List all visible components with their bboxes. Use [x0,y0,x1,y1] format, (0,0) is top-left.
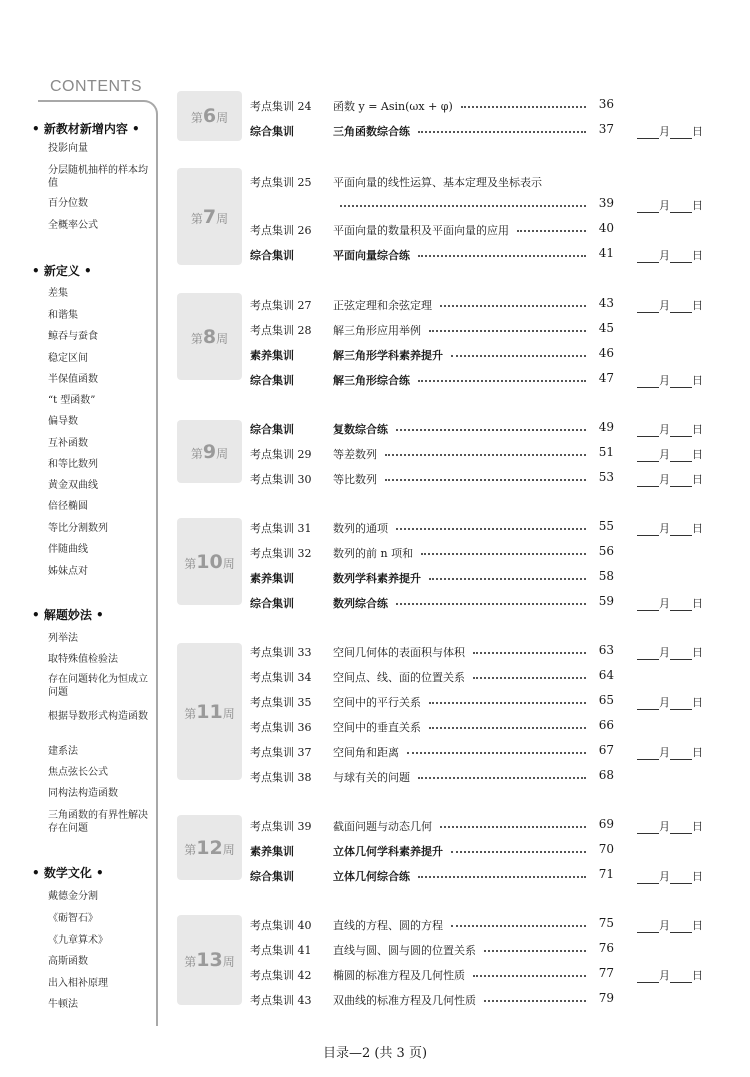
toc-row-type: 考点集训 32 [250,547,312,560]
toc-row[interactable] [0,518,750,536]
toc-row-title: 解三角形综合练 [333,372,414,388]
toc-row-title: 空间角和距离 [333,744,403,760]
day-blank[interactable] [670,872,692,884]
leader-dots [396,429,586,431]
sidebar-item: 半保值函数 [48,374,98,385]
sidebar-item: 三角函数的有界性解决存在问题 [48,810,148,834]
month-label: 月 [659,199,670,212]
toc-row-page: 65 [598,693,614,707]
month-label: 月 [659,969,670,982]
toc-row[interactable] [0,220,750,238]
study-date-field[interactable] [637,446,703,462]
toc-row-page: 51 [598,445,614,459]
toc-row[interactable] [0,717,750,735]
toc-row-page: 79 [598,991,614,1005]
toc-row-type: 素养集训 [250,349,294,362]
sidebar-item: 焦点弦长公式 [48,767,108,778]
toc-row-title: 正弦定理和余弦定理 [333,297,436,313]
day-blank[interactable] [670,201,692,213]
day-label: 日 [692,870,703,883]
study-date-field[interactable] [637,868,703,884]
toc-row-type: 综合集训 [250,423,294,436]
toc-row-title: 空间中的垂直关系 [333,719,425,735]
week-prefix: 第 [190,331,203,346]
leader-dots [451,355,586,357]
day-label: 日 [692,299,703,312]
toc-row-page: 39 [598,196,614,210]
day-label: 日 [692,423,703,436]
toc-row[interactable] [0,990,750,1008]
study-date-field[interactable] [637,123,703,139]
leader-dots [461,106,586,108]
toc-row-page: 55 [598,519,614,533]
week-number: 12 [196,836,223,859]
day-blank[interactable] [670,748,692,760]
month-blank[interactable] [637,450,659,462]
toc-row[interactable] [0,370,750,388]
study-date-field[interactable] [637,471,703,487]
toc-row-page: 47 [598,371,614,385]
toc-row-page: 40 [598,221,614,235]
day-blank[interactable] [670,127,692,139]
study-date-field[interactable] [637,967,703,983]
sidebar-item: 出入相补原理 [48,978,108,989]
day-blank[interactable] [670,475,692,487]
sidebar-item: 戴德金分割 [48,891,98,902]
week-suffix: 周 [222,842,235,857]
leader-dots [407,752,586,754]
toc-row-title: 等差数列 [333,446,381,462]
sidebar-item: 差集 [48,288,68,299]
week-number: 7 [202,205,217,228]
month-blank[interactable] [637,425,659,437]
month-label: 月 [659,423,670,436]
toc-row[interactable] [0,915,750,933]
toc-row-type: 综合集训 [250,374,294,387]
toc-row-title: 数列综合练 [333,595,392,611]
toc-row-page: 56 [598,544,614,558]
day-blank[interactable] [670,524,692,536]
toc-row-title: 双曲线的标准方程及几何性质 [333,992,480,1008]
week-prefix: 第 [190,111,203,125]
month-blank[interactable] [637,201,659,213]
sidebar-section-heading: • 数学文化 • [32,866,104,880]
leader-dots [451,925,586,927]
toc-row-type: 考点集训 39 [250,820,312,833]
study-date-field[interactable] [637,595,703,611]
sidebar-item: 鲸吞与蚕食 [48,331,98,342]
toc-row-page: 71 [598,867,614,881]
leader-dots [418,777,586,779]
week-prefix: 第 [184,706,197,721]
toc-row-type: 考点集训 27 [250,299,312,312]
day-label: 日 [692,374,703,387]
day-label: 日 [692,919,703,932]
month-label: 月 [659,919,670,932]
toc-row-title: 与球有关的问题 [333,769,414,785]
leader-dots [429,330,586,332]
day-label: 日 [692,696,703,709]
sidebar-item: “t 型函数” [48,395,96,406]
day-label: 日 [692,448,703,461]
sidebar-item: 投影向量 [48,143,88,154]
toc-row[interactable] [0,121,750,139]
toc-row-type: 综合集训 [250,870,294,883]
day-label: 日 [692,597,703,610]
month-label: 月 [659,448,670,461]
toc-row-type: 考点集训 40 [250,919,312,932]
toc-row-type: 综合集训 [250,597,294,610]
toc-row[interactable] [0,419,750,437]
day-label: 日 [692,646,703,659]
month-label: 月 [659,299,670,312]
day-label: 日 [692,746,703,759]
leader-dots [385,479,586,481]
day-label: 日 [692,473,703,486]
leader-dots [517,230,586,232]
sidebar-item: 和谐集 [48,310,78,321]
week-suffix: 周 [216,111,229,125]
toc-row-page: 58 [598,569,614,583]
toc-row-page: 70 [598,842,614,856]
toc-row-page: 53 [598,470,614,484]
toc-row-type: 考点集训 31 [250,522,312,535]
week-prefix: 第 [190,211,203,226]
month-blank[interactable] [637,475,659,487]
week-number: 9 [202,440,217,463]
month-label: 月 [659,870,670,883]
day-blank[interactable] [670,648,692,660]
toc-row-page: 49 [598,420,614,434]
leader-dots [396,603,586,605]
sidebar-item: 存在问题转化为恒成立问题 [48,674,148,698]
leader-dots [418,876,586,878]
toc-row[interactable] [0,692,750,710]
toc-row-type: 考点集训 36 [250,721,312,734]
leader-dots [440,305,586,307]
day-label: 日 [692,969,703,982]
toc-row-type: 素养集训 [250,845,294,858]
toc-row[interactable] [0,866,750,884]
toc-row-title: 平面向量的线性运算、基本定理及坐标表示 [333,174,546,190]
sidebar-item: 黄金双曲线 [48,480,98,491]
toc-row-page: 67 [598,743,614,757]
leader-dots [418,380,586,382]
leader-dots [473,677,586,679]
study-date-field[interactable] [637,297,703,313]
leader-dots [429,578,586,580]
month-blank[interactable] [637,971,659,983]
toc-row-type: 考点集训 43 [250,994,312,1007]
toc-row-title: 解三角形应用举例 [333,322,425,338]
toc-row[interactable] [0,543,750,561]
week-number: 6 [202,105,217,127]
study-date-field[interactable] [637,197,703,213]
day-blank[interactable] [670,822,692,834]
month-blank[interactable] [637,599,659,611]
sidebar-item: 《九章算术》 [48,935,108,946]
week-prefix: 第 [184,842,197,857]
toc-row-page: 45 [598,321,614,335]
sidebar-item: 高斯函数 [48,956,88,967]
day-label: 日 [692,125,703,138]
leader-dots [473,652,586,654]
toc-row-type: 考点集训 26 [250,224,312,237]
toc-row-title: 空间中的平行关系 [333,694,425,710]
toc-row-title: 数列的通项 [333,520,392,536]
toc-row-type: 考点集训 24 [250,100,312,113]
toc-row-continuation[interactable] [0,195,750,213]
month-blank[interactable] [637,921,659,933]
leader-dots [473,975,586,977]
toc-row-title: 数列的前 n 项和 [333,545,417,561]
month-blank[interactable] [637,648,659,660]
leader-dots [484,1000,586,1002]
toc-row-title: 直线的方程、圆的方程 [333,917,447,933]
month-blank[interactable] [637,127,659,139]
study-date-field[interactable] [637,818,703,834]
toc-row[interactable] [0,172,750,190]
leader-dots [340,205,586,207]
study-date-field[interactable] [637,421,703,437]
toc-row-type: 考点集训 38 [250,771,312,784]
week-suffix: 周 [216,331,229,346]
study-date-field[interactable] [637,520,703,536]
month-label: 月 [659,746,670,759]
toc-row-page: 37 [598,122,614,136]
toc-row-type: 考点集训 29 [250,448,312,461]
toc-row-type: 考点集训 42 [250,969,312,982]
toc-row-title: 空间点、线、面的位置关系 [333,669,469,685]
toc-row-page: 43 [598,296,614,310]
toc-row-title: 三角函数综合练 [333,123,414,139]
month-blank[interactable] [637,822,659,834]
sidebar-item: 同构法构造函数 [48,788,118,799]
toc-row[interactable] [0,742,750,760]
toc-row[interactable] [0,295,750,313]
toc-row-title: 直线与圆、圆与圆的位置关系 [333,942,480,958]
toc-row[interactable] [0,965,750,983]
week-prefix: 第 [190,446,203,461]
sidebar-item: 伴随曲线 [48,544,88,555]
sidebar-item: 全概率公式 [48,220,98,231]
toc-row-title: 立体几何学科素养提升 [333,843,447,859]
toc-row-page: 41 [598,246,614,260]
day-blank[interactable] [670,450,692,462]
toc-row[interactable] [0,767,750,785]
day-blank[interactable] [670,698,692,710]
toc-row-title: 平面向量的数量积及平面向量的应用 [333,222,513,238]
toc-row-title: 椭圆的标准方程及几何性质 [333,967,469,983]
week-prefix: 第 [184,556,197,571]
study-date-field[interactable] [637,744,703,760]
leader-dots [429,702,586,704]
month-label: 月 [659,696,670,709]
toc-row-page: 75 [598,916,614,930]
sidebar-section-heading: • 新教材新增内容 • [32,122,140,136]
toc-row-type: 考点集训 33 [250,646,312,659]
toc-row-page: 68 [598,768,614,782]
toc-row-title: 等比数列 [333,471,381,487]
sidebar-item: 百分位数 [48,198,88,209]
toc-row-title: 复数综合练 [333,421,392,437]
month-label: 月 [659,473,670,486]
sidebar-item: 姊妹点对 [48,566,88,577]
leader-dots [484,950,586,952]
day-blank[interactable] [670,376,692,388]
week-suffix: 周 [216,446,229,461]
toc-row-page: 63 [598,643,614,657]
month-label: 月 [659,374,670,387]
month-blank[interactable] [637,524,659,536]
month-label: 月 [659,125,670,138]
week-prefix: 第 [184,955,197,969]
month-blank[interactable] [637,748,659,760]
sidebar-section-heading: • 解题妙法 • [32,608,104,622]
toc-row-type: 考点集训 28 [250,324,312,337]
toc-row-title: 解三角形学科素养提升 [333,347,447,363]
sidebar-item: 互补函数 [48,438,88,449]
toc-row-type: 考点集训 30 [250,473,312,486]
month-label: 月 [659,646,670,659]
toc-row-type: 综合集训 [250,125,294,138]
toc-row-type: 综合集训 [250,249,294,262]
toc-row[interactable] [0,444,750,462]
toc-row-page: 77 [598,966,614,980]
leader-dots [418,255,586,257]
toc-row-page: 66 [598,718,614,732]
toc-row-title: 数列学科素养提升 [333,570,425,586]
day-blank[interactable] [670,971,692,983]
sidebar-item: 偏导数 [48,416,78,427]
leader-dots [418,131,586,133]
toc-row-page: 76 [598,941,614,955]
study-date-field[interactable] [637,694,703,710]
toc-row-title: 函数 y = Asin(ωx + φ) [333,98,457,114]
sidebar-item: 建系法 [48,746,78,757]
sidebar-item: 列举法 [48,633,78,644]
day-blank[interactable] [670,599,692,611]
leader-dots [451,851,586,853]
sidebar-item: 取特殊值检验法 [48,654,118,665]
sidebar-item: 稳定区间 [48,353,88,364]
toc-row-page: 64 [598,668,614,682]
month-label: 月 [659,522,670,535]
month-label: 月 [659,597,670,610]
leader-dots [440,826,586,828]
study-date-field[interactable] [637,247,703,263]
day-blank[interactable] [670,425,692,437]
toc-row[interactable] [0,642,750,660]
toc-row-type: 素养集训 [250,572,294,585]
week-number: 13 [196,949,223,971]
sidebar-item: 《砺智石》 [48,913,98,924]
week-suffix: 周 [216,211,229,226]
toc-row[interactable] [0,345,750,363]
day-blank[interactable] [670,301,692,313]
toc-row[interactable] [0,593,750,611]
toc-row[interactable] [0,469,750,487]
toc-row-title: 立体几何综合练 [333,868,414,884]
sidebar-item: 牛顿法 [48,999,78,1010]
month-label: 月 [659,249,670,262]
month-blank[interactable] [637,301,659,313]
toc-row-type: 考点集训 25 [250,176,312,189]
leader-dots [385,454,586,456]
leader-dots [429,727,586,729]
toc-row-page: 36 [598,97,614,111]
day-label: 日 [692,522,703,535]
sidebar-item: 分层随机抽样的样本均值 [48,165,148,189]
toc-row-type: 考点集训 34 [250,671,312,684]
month-blank[interactable] [637,872,659,884]
month-blank[interactable] [637,251,659,263]
week-number: 11 [196,700,223,723]
toc-row[interactable] [0,841,750,859]
toc-row[interactable] [0,96,750,114]
toc-row-page: 59 [598,594,614,608]
page-footer: 目录—2 (共 3 页) [322,1046,428,1061]
week-suffix: 周 [222,556,235,571]
study-date-field[interactable] [637,917,703,933]
toc-row-title: 空间几何体的表面积与体积 [333,644,469,660]
toc-row[interactable] [0,245,750,263]
toc-row-page: 69 [598,817,614,831]
toc-row-title: 截面问题与动态几何 [333,818,436,834]
day-label: 日 [692,199,703,212]
week-suffix: 周 [222,955,235,969]
toc-row[interactable] [0,667,750,685]
toc-row[interactable] [0,320,750,338]
sidebar-section-heading: • 新定义 • [32,264,92,278]
toc-row-page: 46 [598,346,614,360]
month-blank[interactable] [637,376,659,388]
study-date-field[interactable] [637,372,703,388]
toc-row-title: 平面向量综合练 [333,247,414,263]
study-date-field[interactable] [637,644,703,660]
toc-row-type: 考点集训 41 [250,944,312,957]
leader-dots [421,553,586,555]
day-label: 日 [692,820,703,833]
sidebar-item: 和等比数列 [48,459,98,470]
month-blank[interactable] [637,698,659,710]
toc-row-type: 考点集训 37 [250,746,312,759]
day-blank[interactable] [670,921,692,933]
day-blank[interactable] [670,251,692,263]
toc-row[interactable] [0,940,750,958]
month-label: 月 [659,820,670,833]
toc-row[interactable] [0,816,750,834]
sidebar-item: 等比分割数列 [48,523,108,534]
day-label: 日 [692,249,703,262]
week-number: 8 [202,325,217,348]
toc-row[interactable] [0,568,750,586]
toc-row-type: 考点集训 35 [250,696,312,709]
week-number: 10 [196,550,223,573]
leader-dots [396,528,586,530]
sidebar-item: 倍径椭圆 [48,501,88,512]
contents-title: CONTENTS [50,78,142,95]
week-suffix: 周 [222,706,235,721]
sidebar-item: 根据导数形式构造函数 [48,711,148,722]
